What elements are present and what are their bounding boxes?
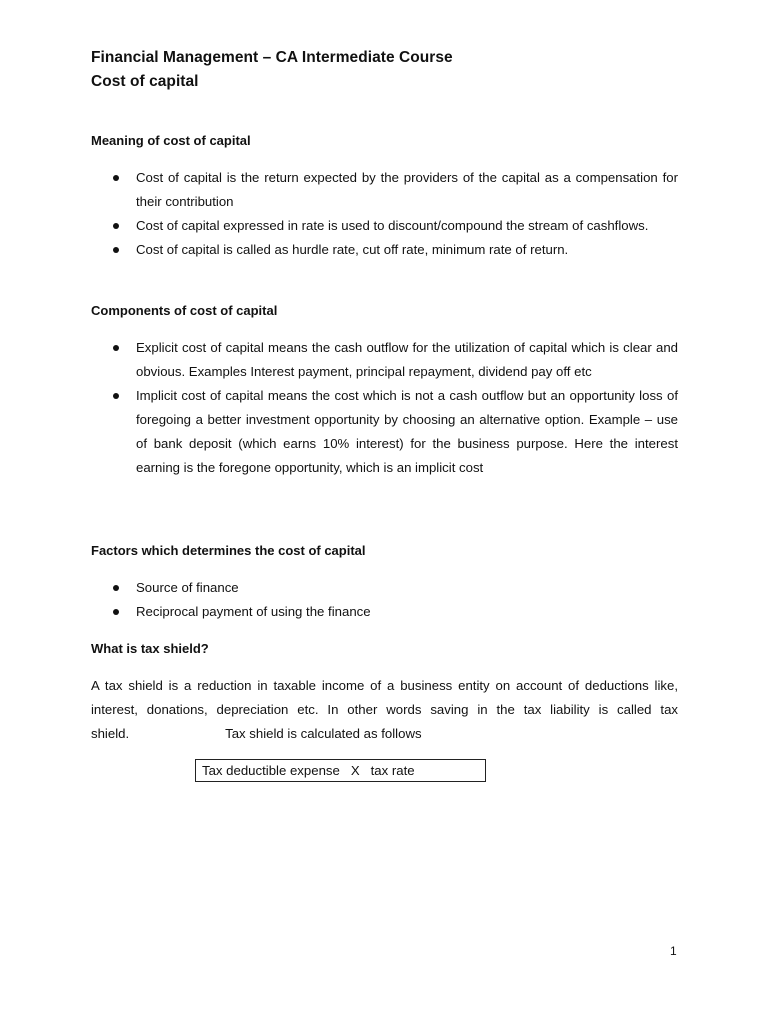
document-subtitle: Cost of capital — [91, 73, 199, 90]
list-item-text: Source of finance — [136, 580, 239, 595]
list-item — [91, 576, 678, 600]
list-item-text: Implicit cost of capital means the cost which is not a cash outflow but an opportunity loss of foregoing a better investment opportunity by choosing an alternative option. Example – use of bank deposit (which earns 10% interest) for the business purpose. Here the interest earning is the foregone opportunity, which is an implicit cost — [136, 388, 678, 475]
bullet-list-components — [91, 336, 678, 480]
tax-shield-formula-box: Tax deductible expense X tax rate — [195, 759, 486, 782]
bullet-icon — [113, 609, 119, 615]
bullet-list-meaning — [91, 166, 678, 262]
section-heading-components: Components of cost of capital — [91, 303, 278, 318]
list-item-text: Cost of capital is called as hurdle rate, cut off rate, minimum rate of return. — [136, 242, 569, 257]
page-number: 1 — [670, 944, 677, 958]
bullet-icon — [113, 223, 119, 229]
list-item-text: Cost of capital is the return expected by the providers of the capital as a compensation for their contribution — [136, 170, 678, 209]
list-item-text: Explicit cost of capital means the cash outflow for the utilization of capital which is clear and obvious. Examples Interest payment, principal repayment, dividend pay off etc — [136, 340, 678, 379]
bullet-icon — [113, 345, 119, 351]
bullet-icon — [113, 175, 119, 181]
list-item-text: Cost of capital expressed in rate is used to discount/compound the stream of cashflows. — [136, 218, 649, 233]
list-item-text: Reciprocal payment of using the finance — [136, 604, 371, 619]
bullet-icon — [113, 247, 119, 253]
bullet-icon — [113, 393, 119, 399]
document-title: Financial Management – CA Intermediate Course — [91, 49, 453, 66]
list-item — [91, 166, 678, 214]
tax-shield-paragraph-main: A tax shield is a reduction in taxable income of a business entity on account of deductions like, interest, donations, depreciation etc. In other words saving in the tax liability is called tax shield. — [91, 678, 678, 741]
section-heading-factors: Factors which determines the cost of capital — [91, 543, 366, 558]
list-item — [91, 336, 678, 384]
list-item — [91, 600, 678, 624]
section-heading-tax-shield: What is tax shield? — [91, 641, 209, 656]
list-item — [91, 214, 678, 238]
bullet-icon — [113, 585, 119, 591]
list-item — [91, 238, 678, 262]
section-heading-meaning: Meaning of cost of capital — [91, 133, 251, 148]
tax-shield-paragraph-tail: Tax shield is calculated as follows — [225, 726, 422, 741]
tax-shield-paragraph — [91, 674, 678, 746]
bullet-list-factors — [91, 576, 678, 624]
list-item — [91, 384, 678, 480]
